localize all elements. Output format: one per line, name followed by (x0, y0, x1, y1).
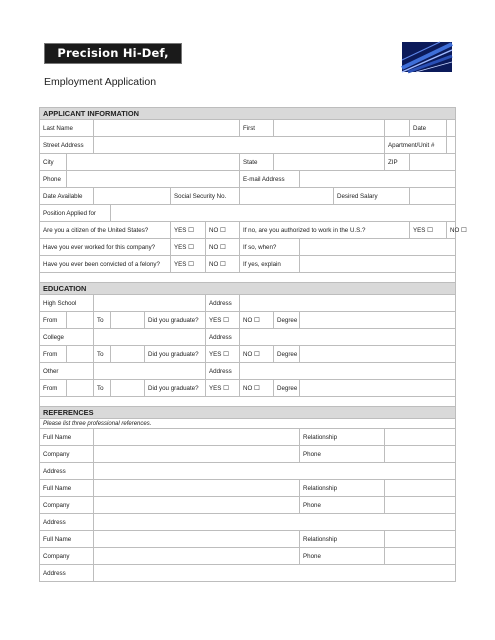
page-title: Employment Application (44, 76, 157, 88)
no-label: NO (243, 385, 253, 392)
company-label: Company (40, 446, 94, 463)
other-field[interactable] (94, 363, 206, 380)
address-label: Address (40, 514, 94, 531)
phone-field[interactable] (67, 171, 240, 188)
graduate-no-option[interactable] (240, 312, 274, 329)
state-field[interactable] (274, 154, 385, 171)
from-field[interactable] (67, 346, 94, 363)
table-row (40, 154, 456, 171)
reference-company-field[interactable] (94, 446, 300, 463)
relationship-label: Relationship (300, 429, 385, 446)
college-field[interactable] (94, 329, 206, 346)
reference-name-field[interactable] (94, 531, 300, 548)
city-label: City (40, 154, 67, 171)
reference-address-field[interactable] (94, 463, 456, 480)
table-row (40, 565, 456, 582)
spacer-row (40, 273, 456, 283)
degree-field[interactable] (300, 380, 456, 397)
worked-question: Have you ever worked for this company? (40, 239, 171, 256)
relationship-field[interactable] (385, 429, 456, 446)
degree-label: Degree (274, 380, 300, 397)
ssn-field[interactable] (240, 188, 334, 205)
felony-no-option[interactable] (206, 256, 240, 273)
decorative-image (402, 42, 452, 72)
when-label: If so, when? (240, 239, 300, 256)
no-label: NO (243, 351, 253, 358)
checkbox-icon[interactable]: ☐ (254, 385, 260, 392)
table-row (40, 514, 456, 531)
when-field[interactable] (300, 239, 456, 256)
graduate-question: Did you graduate? (145, 312, 206, 329)
table-row (40, 380, 456, 397)
date-available-field[interactable] (94, 188, 171, 205)
table-row (40, 446, 456, 463)
high-school-label: High School (40, 295, 94, 312)
yes-label: YES (209, 351, 222, 358)
phone-label: Phone (300, 497, 385, 514)
spacer-row (40, 397, 456, 407)
graduate-yes-option[interactable] (206, 312, 240, 329)
ssn-label: Social Security No. (171, 188, 240, 205)
last-name-label: Last Name (40, 120, 94, 137)
address-label: Address (206, 295, 240, 312)
applicant-section-title: APPLICANT INFORMATION (40, 108, 456, 120)
graduate-no-option[interactable] (240, 346, 274, 363)
reference-phone-field[interactable] (385, 548, 456, 565)
position-label: Position Applied for (40, 205, 111, 222)
checkbox-icon[interactable]: ☐ (188, 244, 194, 251)
desired-salary-label: Desired Salary (334, 188, 410, 205)
degree-field[interactable] (300, 346, 456, 363)
authorized-question: If no, are you authorized to work in the U.S.? (240, 222, 410, 239)
phone-label: Phone (300, 548, 385, 565)
company-label: Company (40, 548, 94, 565)
state-label: State (240, 154, 274, 171)
date-label: Date (410, 120, 447, 137)
graduate-yes-option[interactable] (206, 346, 240, 363)
checkbox-icon[interactable]: ☐ (223, 317, 229, 324)
to-label: To (94, 312, 111, 329)
table-row (40, 295, 456, 312)
zip-field[interactable] (410, 154, 456, 171)
from-field[interactable] (67, 380, 94, 397)
degree-label: Degree (274, 346, 300, 363)
no-label: NO (450, 227, 460, 234)
checkbox-icon[interactable]: ☐ (220, 244, 226, 251)
table-row (40, 419, 456, 429)
section-header-education (40, 283, 456, 295)
section-header-applicant (40, 108, 456, 120)
authorized-no-option[interactable] (447, 222, 467, 239)
table-row (40, 188, 456, 205)
worked-no-option[interactable] (206, 239, 240, 256)
citizen-no-option[interactable] (206, 222, 240, 239)
checkbox-icon[interactable]: ☐ (461, 227, 467, 234)
apartment-field[interactable] (447, 137, 456, 154)
graduate-no-option[interactable] (240, 380, 274, 397)
table-row (40, 120, 456, 137)
citizen-yes-option[interactable] (171, 222, 206, 239)
reference-name-field[interactable] (94, 480, 300, 497)
first-name-label: First (240, 120, 274, 137)
checkbox-icon[interactable]: ☐ (223, 385, 229, 392)
email-label: E-mail Address (240, 171, 300, 188)
other-address-field[interactable] (240, 363, 456, 380)
reference-address-field[interactable] (94, 514, 456, 531)
checkbox-icon[interactable]: ☐ (254, 317, 260, 324)
date-available-label: Date Available (40, 188, 94, 205)
reference-name-field[interactable] (94, 429, 300, 446)
relationship-field[interactable] (385, 480, 456, 497)
full-name-label: Full Name (40, 429, 94, 446)
full-name-label: Full Name (40, 480, 94, 497)
table-row (40, 312, 456, 329)
high-school-field[interactable] (94, 295, 206, 312)
yes-label: YES (174, 261, 187, 268)
address-label: Address (206, 329, 240, 346)
reference-phone-field[interactable] (385, 446, 456, 463)
other-label: Other (40, 363, 94, 380)
degree-label: Degree (274, 312, 300, 329)
table-row (40, 497, 456, 514)
table-row (40, 222, 456, 239)
table-row (40, 256, 456, 273)
table-row (40, 480, 456, 497)
relationship-label: Relationship (300, 531, 385, 548)
no-label: NO (209, 227, 219, 234)
relationship-field[interactable] (385, 531, 456, 548)
position-field[interactable] (111, 205, 456, 222)
references-note: Please list three professional references. (40, 419, 456, 429)
explain-field[interactable] (300, 256, 456, 273)
apartment-label: Apartment/Unit # (385, 137, 447, 154)
yes-label: YES (413, 227, 426, 234)
spacer (40, 273, 456, 283)
education-section-title: EDUCATION (40, 283, 456, 295)
to-label: To (94, 346, 111, 363)
table-row (40, 463, 456, 480)
to-field[interactable] (111, 312, 145, 329)
graduate-question: Did you graduate? (145, 380, 206, 397)
table-row (40, 346, 456, 363)
desired-salary-field[interactable] (410, 188, 456, 205)
date-field[interactable] (447, 120, 456, 137)
relationship-label: Relationship (300, 480, 385, 497)
reference-company-field[interactable] (94, 497, 300, 514)
table-row (40, 363, 456, 380)
yes-label: YES (174, 227, 187, 234)
from-label: From (40, 346, 67, 363)
table-row (40, 548, 456, 565)
no-label: NO (209, 261, 219, 268)
from-label: From (40, 380, 67, 397)
to-field[interactable] (111, 380, 145, 397)
address-label: Address (40, 565, 94, 582)
no-label: NO (243, 317, 253, 324)
last-name-field[interactable] (94, 120, 240, 137)
reference-phone-field[interactable] (385, 497, 456, 514)
felony-question: Have you ever been convicted of a felony? (40, 256, 171, 273)
company-logo: Precision Hi-Def, LLC (44, 43, 182, 64)
full-name-label: Full Name (40, 531, 94, 548)
table-row (40, 205, 456, 222)
explain-label: If yes, explain (240, 256, 300, 273)
to-label: To (94, 380, 111, 397)
checkbox-icon[interactable]: ☐ (220, 227, 226, 234)
from-label: From (40, 312, 67, 329)
felony-yes-option[interactable] (171, 256, 206, 273)
college-address-field[interactable] (240, 329, 456, 346)
first-name-field[interactable] (274, 120, 385, 137)
table-row (40, 239, 456, 256)
checkbox-icon[interactable]: ☐ (188, 227, 194, 234)
spacer (40, 397, 456, 407)
table-row (40, 137, 456, 154)
checkbox-icon[interactable]: ☐ (223, 351, 229, 358)
yes-label: YES (174, 244, 187, 251)
email-field[interactable] (300, 171, 456, 188)
middle-initial-field[interactable] (385, 120, 410, 137)
phone-label: Phone (40, 171, 67, 188)
city-field[interactable] (67, 154, 240, 171)
checkbox-icon[interactable]: ☐ (254, 351, 260, 358)
table-row (40, 329, 456, 346)
college-label: College (40, 329, 94, 346)
table-row (40, 171, 456, 188)
graduate-yes-option[interactable] (206, 380, 240, 397)
worked-yes-option[interactable] (171, 239, 206, 256)
degree-field[interactable] (300, 312, 456, 329)
references-section-title: REFERENCES (40, 407, 456, 419)
address-label: Address (206, 363, 240, 380)
from-field[interactable] (67, 312, 94, 329)
citizen-question: Are you a citizen of the United States? (40, 222, 171, 239)
to-field[interactable] (111, 346, 145, 363)
reference-company-field[interactable] (94, 548, 300, 565)
checkbox-icon[interactable]: ☐ (188, 261, 194, 268)
street-address-label: Street Address (40, 137, 94, 154)
yes-label: YES (209, 317, 222, 324)
no-label: NO (209, 244, 219, 251)
street-address-field[interactable] (94, 137, 385, 154)
high-school-address-field[interactable] (240, 295, 456, 312)
section-header-references (40, 407, 456, 419)
employment-application-form (39, 107, 467, 582)
table-row (40, 531, 456, 548)
reference-address-field[interactable] (94, 565, 456, 582)
authorized-yes-option[interactable] (410, 222, 447, 239)
table-row (40, 429, 456, 446)
yes-label: YES (209, 385, 222, 392)
graduate-question: Did you graduate? (145, 346, 206, 363)
company-label: Company (40, 497, 94, 514)
zip-label: ZIP (385, 154, 410, 171)
checkbox-icon[interactable]: ☐ (427, 227, 433, 234)
phone-label: Phone (300, 446, 385, 463)
address-label: Address (40, 463, 94, 480)
checkbox-icon[interactable]: ☐ (220, 261, 226, 268)
